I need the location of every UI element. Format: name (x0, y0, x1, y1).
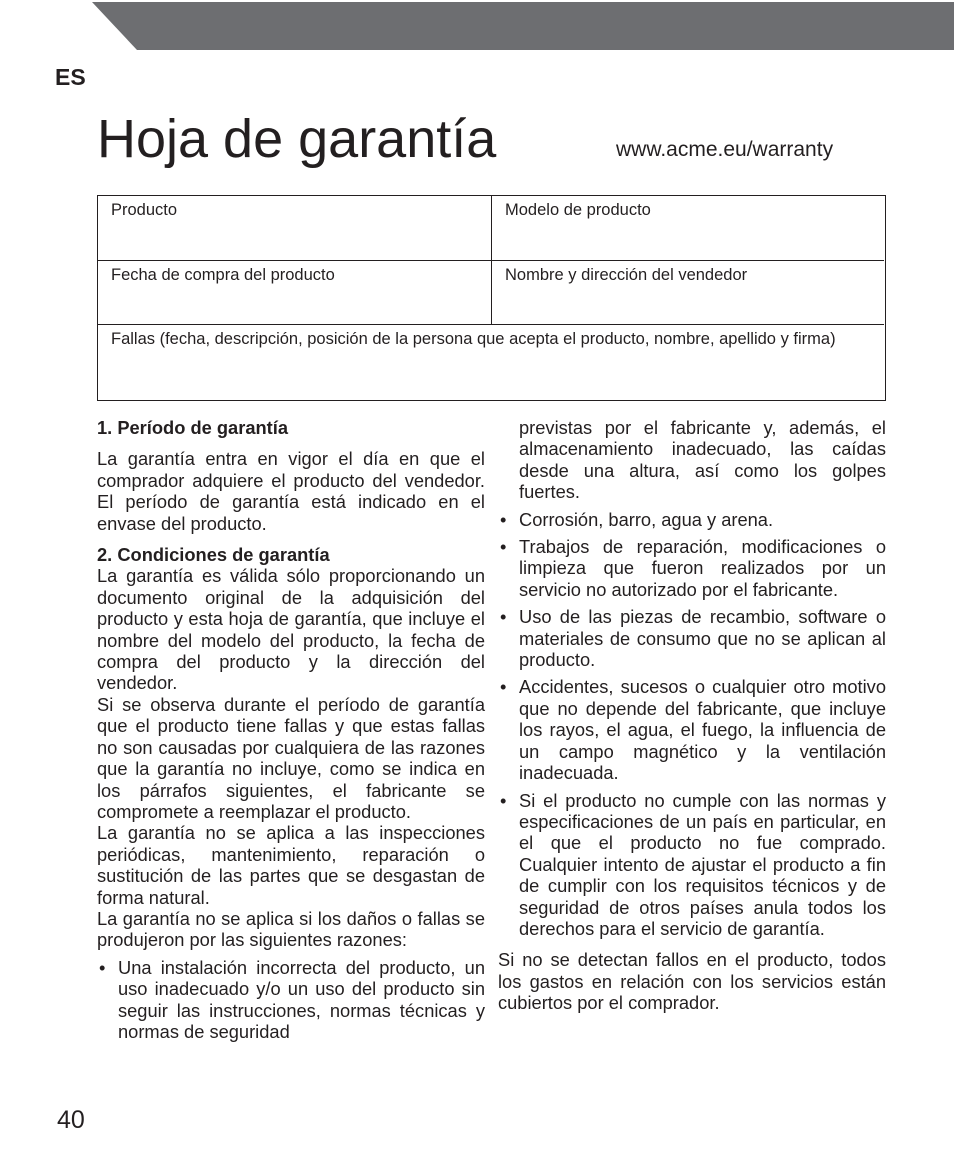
page-title: Hoja de garantía (97, 109, 497, 169)
faults-label: Fallas (fecha, descripción, posición de la persona que acepta el producto, nombre, apellido y firma) (111, 330, 836, 348)
exclusions-list (97, 957, 485, 1043)
list-item-text: Una instalación incorrecta del producto, un uso inadecuado y/o un uso del producto sin seguir las instrucciones, normas técnicas y normas de seguridad (118, 956, 485, 1042)
list-item (498, 509, 886, 530)
list-item-text: previstas por el fabricante y, además, el almacenamiento inadecuado, las caídas desde una altura, así como los golpes fuertes. (519, 417, 886, 503)
section-1-heading: 1. Período de garantía (97, 417, 288, 438)
section-2-paragraph-2: Si se observa durante el período de garantía que el producto tiene fallas y que estas fallas no son causadas por cualquiera de las razones que la garantía no incluye, como se indica en los párrafos siguientes, el fabricante se compromete a reemplazar el producto. (97, 693, 485, 822)
list-item (498, 676, 886, 783)
seller-field[interactable] (492, 261, 884, 325)
faults-field[interactable] (98, 325, 884, 399)
list-item-text: Trabajos de reparación, modificaciones o limpieza que fueron realizados por un servicio no autorizado por el fabricante. (519, 536, 886, 600)
section-2-paragraph-1: La garantía es válida sólo proporcionando un documento original de la adquisición del producto y esta hoja de garantía, que incluye el nombre del modelo del producto, la fecha de compra del producto y la dirección del vendedor. (97, 565, 485, 694)
section-2-heading: 2. Condiciones de garantía (97, 544, 330, 566)
bullet-icon: • (500, 789, 507, 811)
list-item-continued (498, 417, 886, 503)
list-item (498, 536, 886, 600)
list-item (97, 957, 485, 1043)
list-item-text: Corrosión, barro, agua y arena. (519, 508, 774, 530)
list-item (498, 790, 886, 940)
bullet-icon: • (500, 508, 507, 530)
bullet-icon: • (500, 606, 507, 628)
bullet-icon: • (99, 956, 106, 978)
model-label: Modelo de producto (505, 201, 651, 219)
section-2-paragraph-4: La garantía no se aplica si los daños o fallas se produjeron por las siguientes razones: (97, 907, 485, 951)
list-item-text: Uso de las piezas de recambio, software o materiales de consumo que no se aplican al producto. (519, 606, 886, 671)
bullet-icon: • (500, 676, 507, 698)
seller-label: Nombre y dirección del vendedor (505, 266, 748, 284)
warranty-form-table (97, 195, 886, 401)
page-number: 40 (57, 1106, 85, 1134)
product-field[interactable] (98, 196, 492, 261)
section-2-paragraph-3: La garantía no se aplica a las inspecciones periódicas, mantenimiento, reparación o sustitución de las partes que se desgastan de forma natural. (97, 822, 485, 908)
closing-paragraph: Si no se detectan fallos en el producto, todos los gastos en relación con los servicios están cubiertos por el comprador. (498, 949, 886, 1014)
exclusions-list-continued (498, 417, 886, 939)
section-1-paragraph: La garantía entra en vigor el día en que el comprador adquiere el producto del vendedor. El período de garantía está indicado en el envase del producto. (97, 448, 485, 534)
left-column (97, 417, 485, 1048)
purchase-date-field[interactable] (98, 261, 492, 325)
warranty-url: www.acme.eu/warranty (616, 138, 834, 161)
product-label: Producto (111, 201, 178, 219)
right-column (498, 417, 886, 1014)
bullet-icon: • (500, 536, 507, 558)
list-item-text: Si el producto no cumple con las normas y especificaciones de un país en particular, en el que el producto no fue comprado. Cualquier intento de ajustar el producto a fin de cumplir con los requisitos técnicos y de seguridad de otros países anula todos los derechos para el servicio de garantía. (519, 789, 886, 939)
header-band (0, 0, 954, 50)
list-item-text: Accidentes, sucesos o cualquier otro motivo que no depende del fabricante, que incluye los rayos, el agua, el fuego, la influencia de un campo magnético y la ventilación inadecuada. (519, 676, 886, 784)
list-item (498, 606, 886, 670)
language-code: ES (55, 64, 86, 90)
purchase-date-label: Fecha de compra del producto (111, 266, 335, 284)
model-field[interactable] (492, 196, 884, 261)
